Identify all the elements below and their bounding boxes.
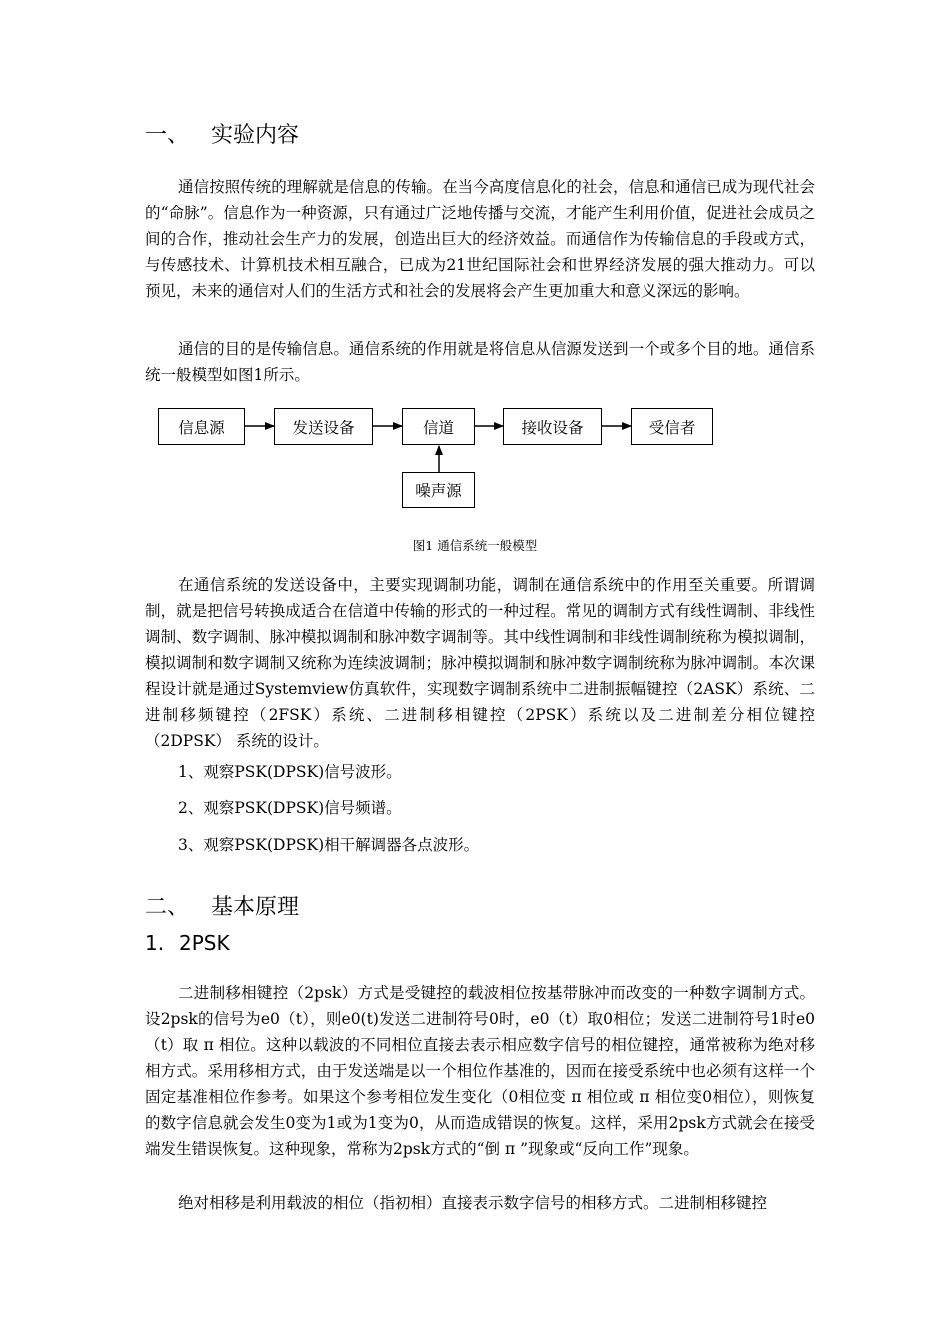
box-channel: 信道	[402, 408, 475, 445]
figure-1-caption: 图1 通信系统一般模型	[412, 538, 538, 553]
section-1-title: 实验内容	[211, 123, 300, 148]
box-noise: 噪声源	[402, 472, 475, 508]
box-source: 信息源	[158, 408, 245, 445]
section-1-number: 一、	[145, 123, 190, 148]
list-item-1: 1、观察PSK(DPSK)信号波形。	[178, 763, 402, 781]
diagram-arrows	[0, 0, 950, 560]
box-receiver: 接收设备	[503, 408, 602, 445]
section-2-paragraph-1: 二进制移相键控（2psk）方式是受键控的载波相位按基带脉冲而改变的一种数字调制方式。设2psk的信号为e0（t），则e0(t)发送二进制符号0时，e0（t）取0相位；发送二进制符号1时e0（t）取 π 相位。这种以载波的不同相位直接去表示相应数字信号的相位键控，通常被称为绝对移相方式。采用移相方式，由于发送端是以一个相位作基准的，因而在接受系统中也必须有这样一个固定基准相位作参考。如果这个参考相位发生变化（0相位变 π 相位或 π 相位变0相位），则恢复的数字信息就会发生0变为1或为1变为0，从而造成错误的恢复。这样，采用2psk方式就会在接受端发生错误恢复。这种现象，常称为2psk方式的“倒 π ”现象或“反向工作”现象。	[145, 984, 815, 1158]
section-1-paragraph-1: 通信按照传统的理解就是信息的传输。在当今高度信息化的社会，信息和通信已成为现代社会的“命脉”。信息作为一种资源，只有通过广泛地传播与交流，才能产生利用价值，促进社会成员之间的合作，推动社会生产力的发展，创造出巨大的经济效益。而通信作为传输信息的手段或方式，与传感技术、计算机技术相互融合，已成为21世纪国际社会和世界经济发展的强大推动力。可以预见，未来的通信对人们的生活方式和社会的发展将会产生更加重大和意义深远的影响。	[145, 178, 815, 300]
list-item-2: 2、观察PSK(DPSK)信号频谱。	[178, 799, 402, 817]
section-2-number: 二、	[145, 895, 190, 920]
section-1-paragraph-2: 通信的目的是传输信息。通信系统的作用就是将信息从信源发送到一个或多个目的地。通信系统一般模型如图1所示。	[145, 340, 815, 384]
subsection-title: 2PSK	[179, 931, 230, 955]
box-transmitter: 发送设备	[274, 408, 373, 445]
section-2-title: 基本原理	[211, 895, 300, 920]
subsection-2psk-heading	[145, 930, 230, 956]
section-1-paragraph-3: 在通信系统的发送设备中，主要实现调制功能，调制在通信系统中的作用至关重要。所谓调制，就是把信号转换成适合在信道中传输的形式的一种过程。常见的调制方式有线性调制、非线性调制、数字调制、脉冲模拟调制和脉冲数字调制等。其中线性调制和非线性调制统称为模拟调制，模拟调制和数字调制又统称为连续波调制；脉冲模拟调制和脉冲数字调制统称为脉冲调制。本次课程设计就是通过Systemview仿真软件，实现数字调制系统中二进制振幅键控（2ASK）系统、二进制移频键控（2FSK）系统、二进制移相键控（2PSK）系统以及二进制差分相位键控（2DPSK） 系统的设计。	[145, 576, 815, 750]
subsection-number: 1.	[145, 931, 165, 955]
section-2-heading	[145, 894, 299, 922]
section-2-paragraph-2: 绝对相移是利用载波的相位（指初相）直接表示数字信号的相移方式。二进制相移键控	[178, 1194, 768, 1212]
list-item-3: 3、观察PSK(DPSK)相干解调器各点波形。	[178, 836, 480, 854]
box-sink: 受信者	[631, 408, 713, 445]
